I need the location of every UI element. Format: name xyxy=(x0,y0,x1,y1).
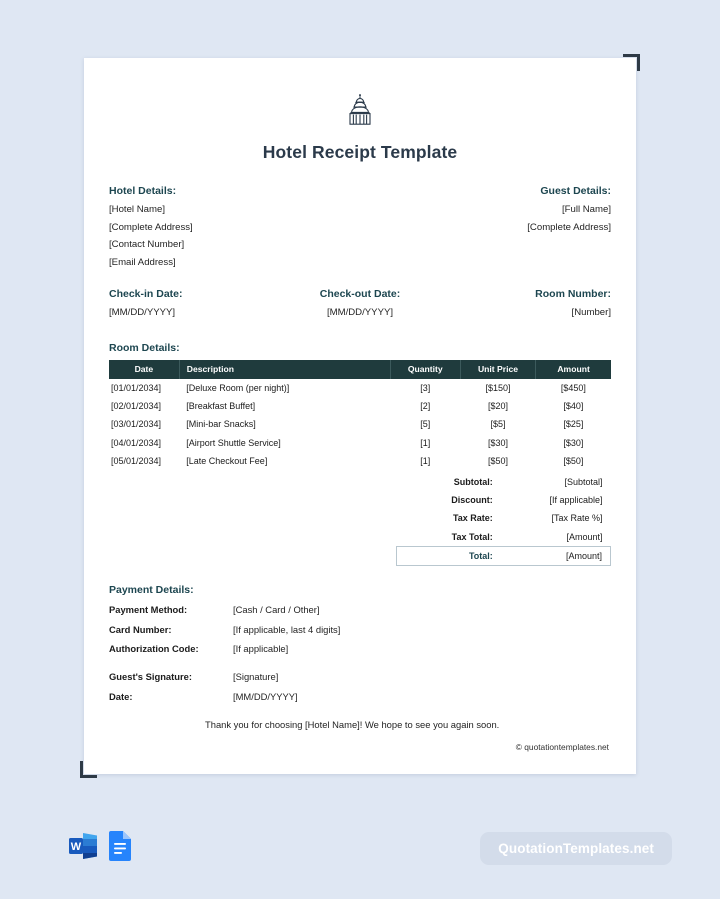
checkin-cell xyxy=(109,288,275,325)
payment-method-row xyxy=(109,604,340,624)
totals-row-tax-total xyxy=(397,528,611,547)
hotel-name-field[interactable]: [Hotel Name] xyxy=(109,204,165,215)
room-details-heading: Room Details: xyxy=(109,341,180,354)
page-title: Hotel Receipt Template xyxy=(262,142,458,162)
card-number-label: Card Number: xyxy=(109,623,172,635)
signature-row xyxy=(109,671,340,691)
hotel-address-field[interactable]: [Complete Address] xyxy=(109,221,193,233)
guest-details-heading: Guest Details: xyxy=(540,185,611,197)
document-page xyxy=(84,58,636,774)
table-row[interactable] xyxy=(109,434,611,452)
subtotal-label: Subtotal: xyxy=(453,476,493,487)
cell-amount: [$25] xyxy=(563,419,584,430)
grand-total-value[interactable]: [Amount] xyxy=(499,546,611,565)
svg-text:W: W xyxy=(70,841,82,853)
guest-details-column xyxy=(370,185,611,239)
discount-value[interactable]: [If applicable] xyxy=(549,494,603,505)
guest-name-field[interactable]: [Full Name] xyxy=(561,204,611,215)
checkout-label: Check-out Date: xyxy=(319,288,401,300)
totals-table xyxy=(396,472,611,566)
signature-date-row xyxy=(109,691,340,711)
authorization-code-row xyxy=(109,643,340,671)
room-details-table xyxy=(109,360,611,471)
cell-unit-price: [$150] xyxy=(485,382,511,393)
cell-date: [01/01/2034] xyxy=(111,382,162,393)
tax-rate-label: Tax Rate: xyxy=(452,513,493,524)
card-number-value[interactable]: [If applicable, last 4 digits] xyxy=(233,623,341,635)
room-number-cell xyxy=(445,288,611,325)
column-header-amount: Amount xyxy=(536,360,611,379)
copyright-notice: © quotationtemplates.net xyxy=(515,742,609,752)
authorization-code-label: Authorization Code: xyxy=(109,643,199,655)
cell-description: [Airport Shuttle Service] xyxy=(186,437,281,448)
microsoft-word-icon[interactable] xyxy=(68,830,98,867)
cell-date: [03/01/2034] xyxy=(111,419,162,430)
tax-total-label: Tax Total: xyxy=(451,531,493,542)
checkout-value[interactable]: [MM/DD/YYYY] xyxy=(326,307,394,318)
cell-amount: [$450] xyxy=(560,382,586,393)
cell-quantity: [5] xyxy=(420,419,431,430)
payment-method-label: Payment Method: xyxy=(109,604,188,616)
totals-section xyxy=(109,472,611,566)
cell-quantity: [2] xyxy=(420,401,431,412)
signature-label: Guest's Signature: xyxy=(109,671,192,683)
column-header-unit-price: Unit Price xyxy=(460,360,535,379)
crop-mark-bottom-left xyxy=(80,761,97,778)
totals-row-subtotal xyxy=(397,472,611,490)
stay-info-row xyxy=(109,288,611,325)
cell-date: [04/01/2034] xyxy=(111,437,162,448)
column-header-quantity: Quantity xyxy=(390,360,460,379)
hotel-details-heading: Hotel Details: xyxy=(109,185,177,197)
grand-total-label: Total: xyxy=(397,546,499,565)
hotel-contact-field[interactable]: [Contact Number] xyxy=(109,239,185,250)
cell-unit-price: [$30] xyxy=(488,437,509,448)
cell-quantity: [3] xyxy=(420,382,431,393)
crop-mark-top-right xyxy=(623,54,640,71)
table-header-row xyxy=(109,360,611,379)
subtotal-value[interactable]: [Subtotal] xyxy=(564,476,603,487)
tax-rate-value[interactable]: [Tax Rate %] xyxy=(551,513,603,524)
payment-method-value[interactable]: [Cash / Card / Other] xyxy=(233,604,320,616)
table-row[interactable] xyxy=(109,379,611,397)
discount-label: Discount: xyxy=(451,494,493,505)
totals-row-discount xyxy=(397,491,611,509)
hotel-building-icon xyxy=(347,92,373,126)
guest-address-field[interactable]: [Complete Address] xyxy=(527,221,611,233)
details-block xyxy=(109,185,611,274)
column-header-description: Description xyxy=(179,360,390,379)
checkin-label: Check-in Date: xyxy=(109,288,183,300)
table-row[interactable] xyxy=(109,452,611,470)
download-format-icons xyxy=(68,830,133,867)
totals-row-tax-rate xyxy=(397,509,611,527)
tax-total-value[interactable]: [Amount] xyxy=(566,531,603,542)
room-number-value[interactable]: [Number] xyxy=(571,307,611,318)
authorization-code-value[interactable]: [If applicable] xyxy=(233,643,289,655)
payment-details-table xyxy=(109,604,340,710)
cell-date: [05/01/2034] xyxy=(111,456,162,467)
signature-date-label: Date: xyxy=(109,690,133,702)
column-header-date: Date xyxy=(109,360,179,379)
payment-details-heading: Payment Details: xyxy=(109,584,194,597)
checkout-cell xyxy=(277,288,443,325)
cell-unit-price: [$20] xyxy=(488,401,509,412)
cell-quantity: [1] xyxy=(420,456,431,467)
cell-description: [Mini-bar Snacks] xyxy=(186,419,256,430)
hotel-email-field[interactable]: [Email Address] xyxy=(109,256,176,268)
card-number-row xyxy=(109,624,340,644)
cell-amount: [$30] xyxy=(563,437,584,448)
cell-description: [Late Checkout Fee] xyxy=(186,456,268,467)
signature-date-value[interactable]: [MM/DD/YYYY] xyxy=(233,690,298,702)
cell-amount: [$40] xyxy=(563,401,584,412)
cell-quantity: [1] xyxy=(420,437,431,448)
cell-unit-price: [$50] xyxy=(488,456,509,467)
cell-amount: [$50] xyxy=(563,456,584,467)
signature-value[interactable]: [Signature] xyxy=(233,671,279,683)
cell-date: [02/01/2034] xyxy=(111,401,162,412)
cell-unit-price: [$5] xyxy=(490,419,506,430)
thank-you-message: Thank you for choosing [Hotel Name]! We hope to see you again soon. xyxy=(205,719,500,731)
totals-row-grand-total xyxy=(397,546,611,565)
google-docs-icon[interactable] xyxy=(108,830,133,867)
brand-badge: QuotationTemplates.net xyxy=(480,832,672,865)
table-row[interactable] xyxy=(109,397,611,415)
cell-description: [Deluxe Room (per night)] xyxy=(186,382,290,393)
checkin-value[interactable]: [MM/DD/YYYY] xyxy=(109,307,176,318)
receipt-content xyxy=(109,86,611,756)
room-number-label: Room Number: xyxy=(535,288,611,300)
logo-row xyxy=(109,92,611,131)
cell-description: [Breakfast Buffet] xyxy=(186,401,256,412)
table-row[interactable] xyxy=(109,415,611,433)
hotel-details-column xyxy=(109,185,350,274)
